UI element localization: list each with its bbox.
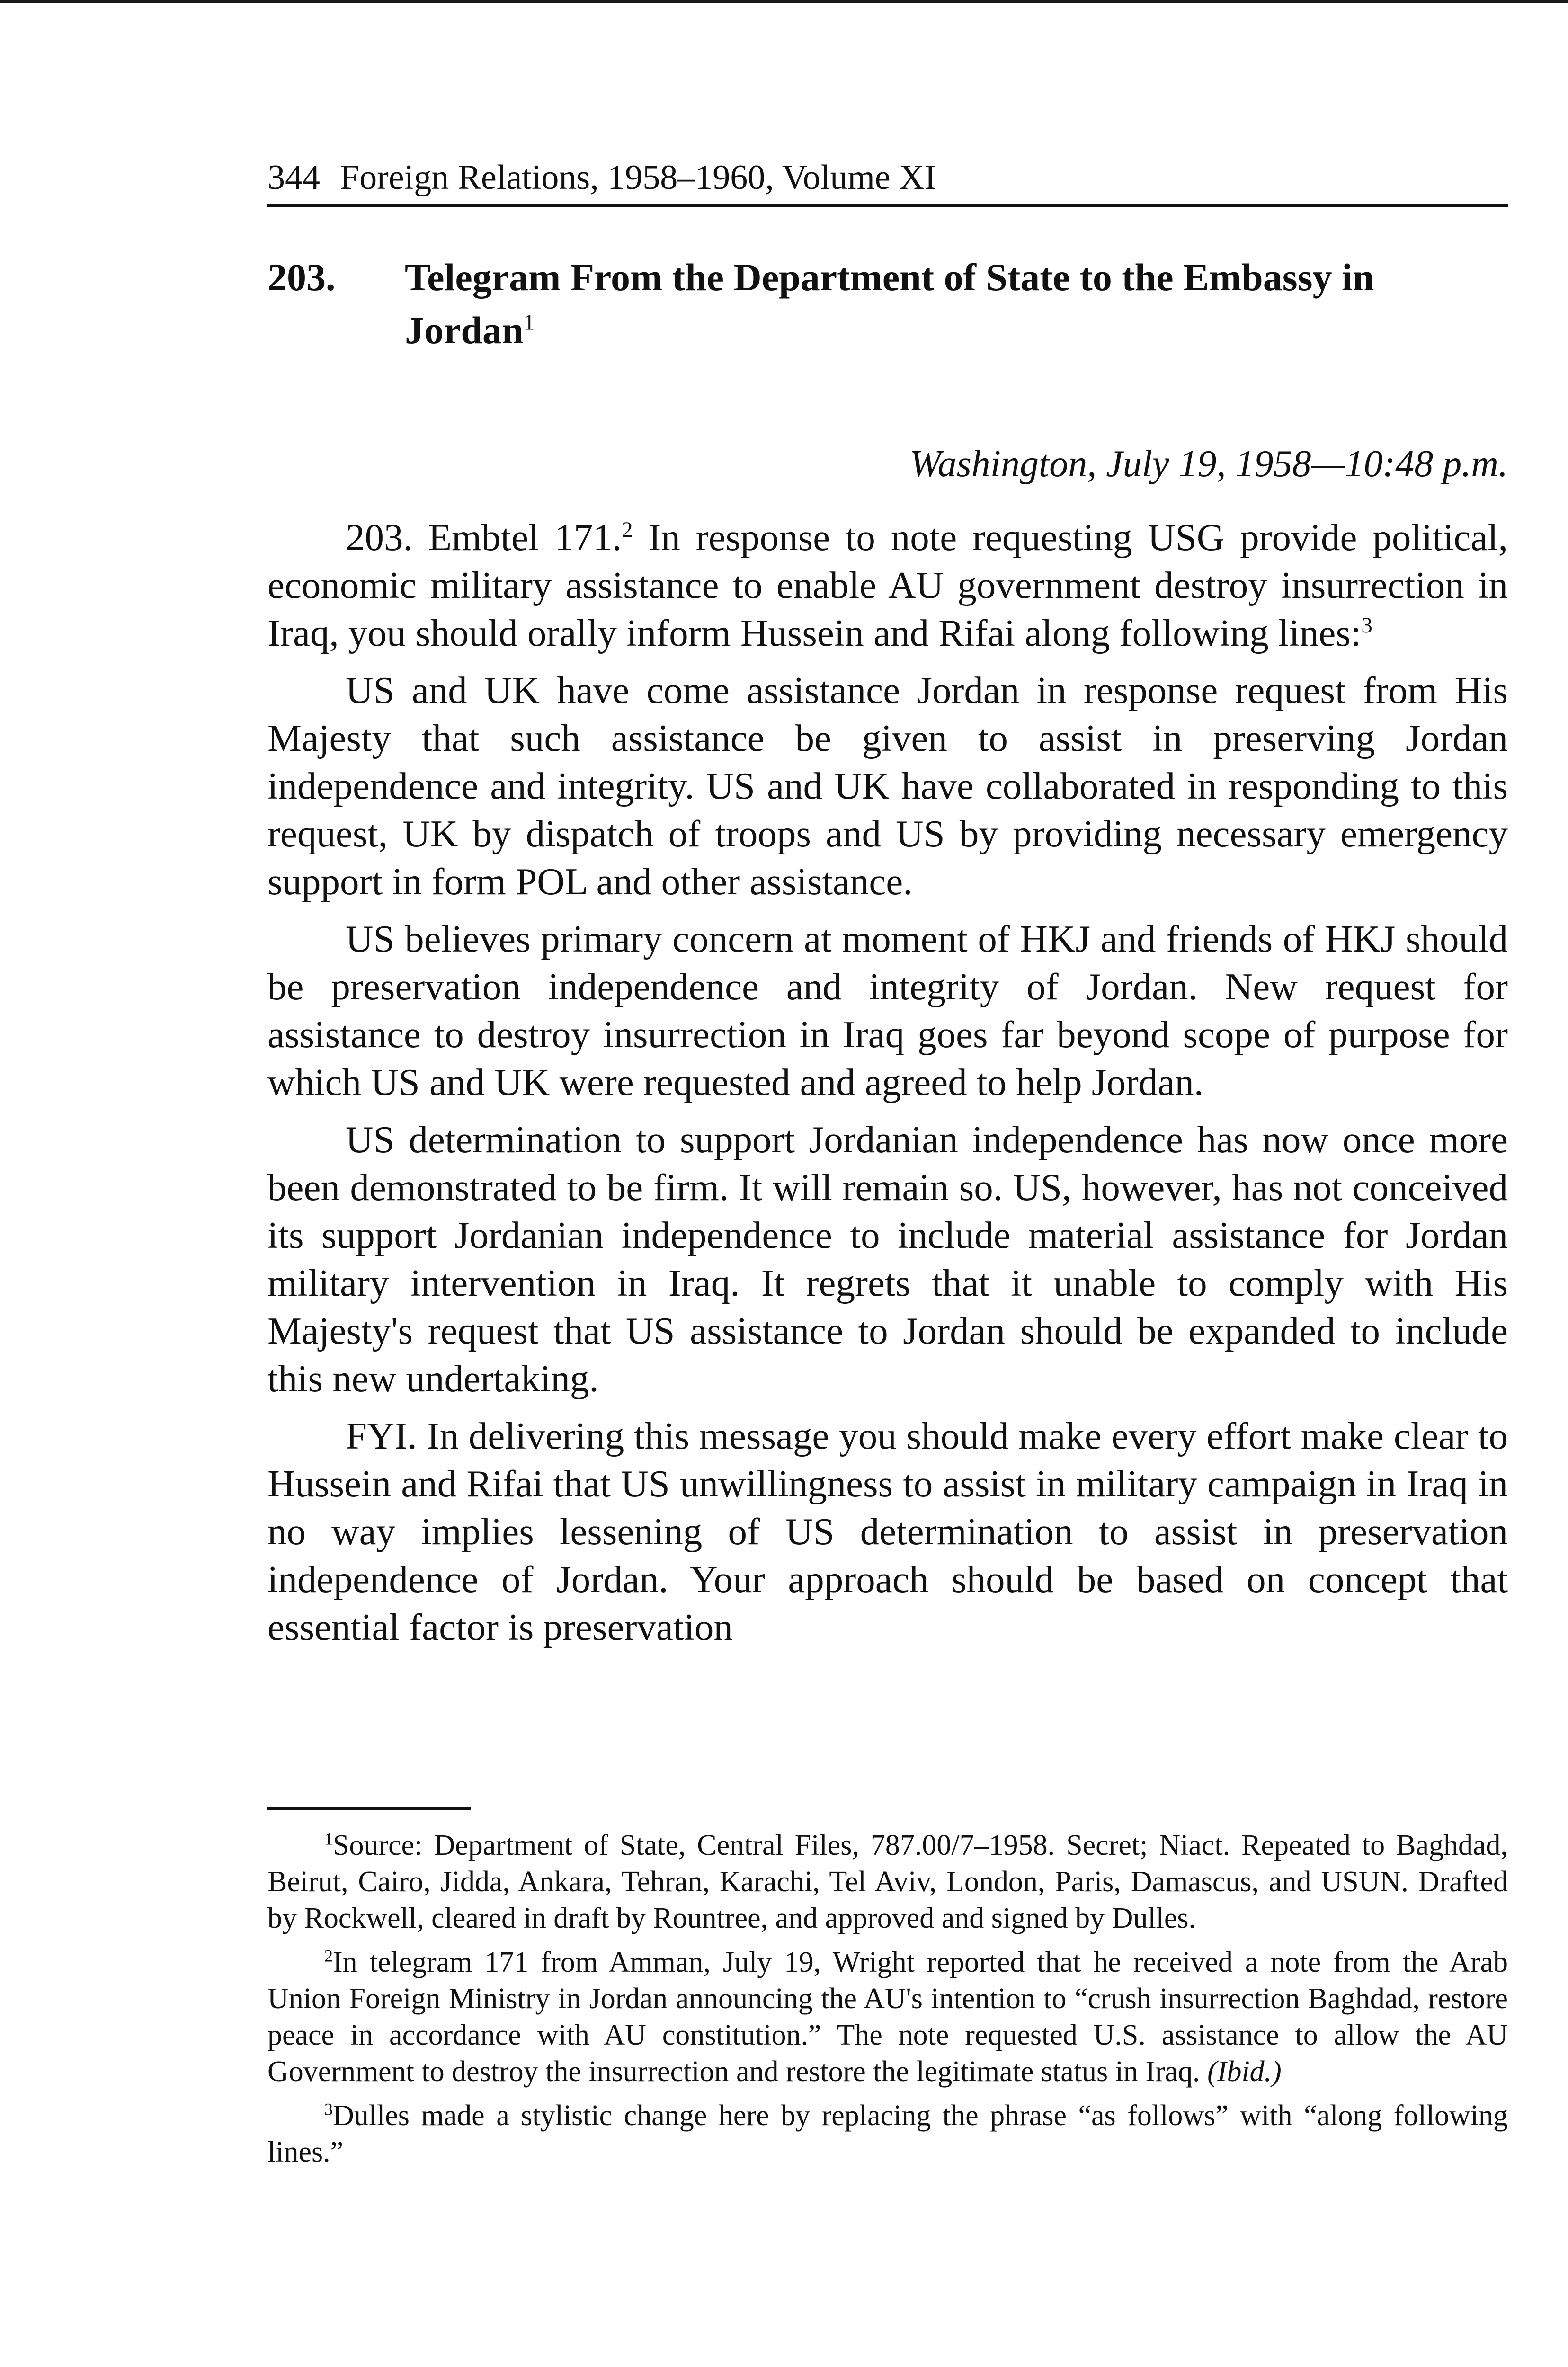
running-head [267,156,1508,207]
paragraph-1-text: In response to note requesting USG provide political, economic military assistance to enable AU government destroy insurrection in Iraq, you should orally inform Hussein and Rifai along following lines: [267,516,1508,654]
footnote-2-citation: (Ibid.) [1207,2056,1282,2088]
footnote-rule [267,1807,471,1810]
footnote-ref-1: 1 [523,310,535,335]
footnote-2-mark: 2 [324,1946,333,1966]
footnote-ref-2: 2 [622,517,633,542]
footnote-3 [267,2098,1508,2171]
footnote-2 [267,1944,1508,2090]
footnote-ref-3: 3 [1361,613,1372,638]
document-number: 203. [267,256,336,299]
document-heading [267,251,1508,357]
page-edge-rule [0,0,1568,3]
footnotes [267,1827,1508,2178]
telegram-body [267,514,1508,1661]
paragraph-2: US and UK have come assistance Jordan in response request from His Majesty that such assistance be given to assist in preserving Jordan independence and integrity. US and UK have collaborated in responding to this request, UK by dispatch of troops and US by providing necessary emergency support in form POL and other assistance. [267,669,1508,903]
paragraph-4: US determination to support Jordanian independence has now once more been demonstrated to be firm. It will remain so. US, however, has not conceived its support Jordanian independence to include material assistance for Jordan military intervention in Iraq. It regrets that it unable to comply with His Majesty's request that US assistance to Jordan should be expanded to include this new undertaking. [267,1118,1508,1400]
footnote-2-text: In telegram 171 from Amman, July 19, Wright reported that he received a note from the Arab Union Foreign Ministry in Jordan announcing the AU's intention to “crush insurrection Baghdad, restore peace in accordance with AU constitution.” The note requested U.S. assistance to allow the AU Government to destroy the insurrection and restore the legitimate status in Iraq. [267,1946,1508,2088]
footnote-3-mark: 3 [324,2100,333,2119]
volume-title: Foreign Relations, 1958–1960, Volume XI [340,158,936,197]
footnote-1-text: Source: Department of State, Central Files, 787.00/7–1958. Secret; Niact. Repeated to Baghdad, Beirut, Cairo, Jidda, Ankara, Tehran, Karachi, Tel Aviv, London, Paris, Damascus, and USUN. Drafted by Rockwell, cleared in draft by Rountree, and approved and signed by Dulles. [267,1829,1508,1934]
paragraph-1 [267,514,1508,657]
footnote-3-text: Dulles made a stylistic change here by replacing the phrase “as follows” with “along following lines.” [267,2100,1508,2168]
document-title [405,251,1508,357]
paragraph-1-lead: 203. Embtel 171. [346,516,622,559]
dateline: Washington, July 19, 1958—10:48 p.m. [909,443,1508,485]
footnote-1 [267,1827,1508,1937]
paragraph-3: US believes primary concern at moment of HKJ and friends of HKJ should be preservation independence and integrity of Jordan. New request for assistance to destroy insurrection in Iraq goes far beyond scope of purpose for which US and UK were requested and agreed to help Jordan. [267,917,1508,1103]
document-title-text: Telegram From the Department of State to the Embassy in Jordan [405,256,1374,352]
paragraph-5: FYI. In delivering this message you should make every effort make clear to Hussein and Rifai that US unwillingness to assist in military campaign in Iraq in no way implies lessening of US determination to assist in preservation independence of Jordan. Your approach should be based on concept that essential factor is preservation [267,1415,1508,1648]
footnote-1-mark: 1 [324,1829,333,1849]
page-number: 344 [267,158,320,197]
